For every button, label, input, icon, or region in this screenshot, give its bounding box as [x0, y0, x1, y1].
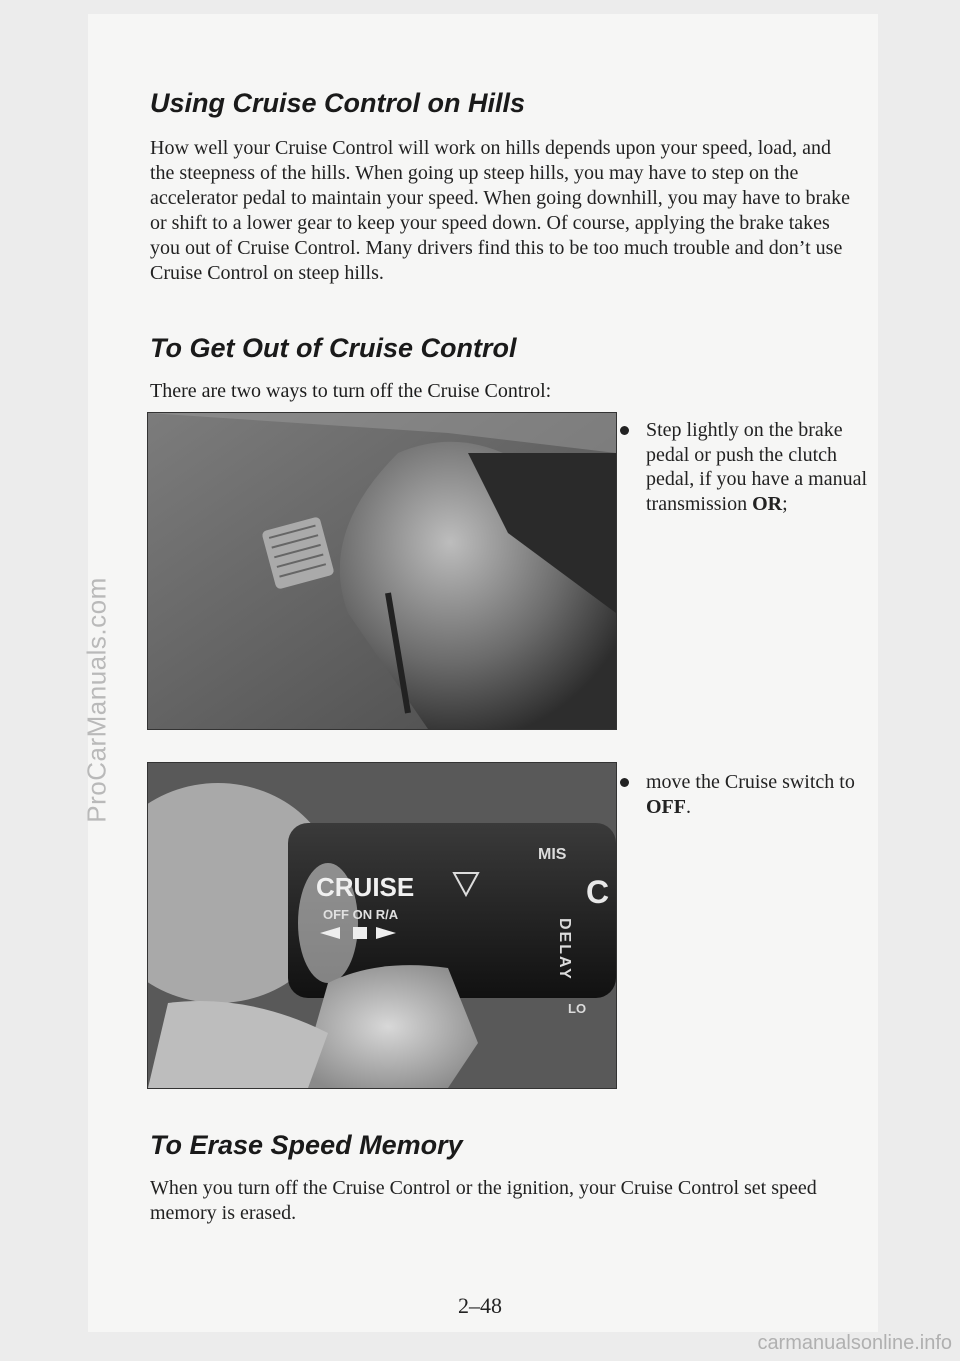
page-number: 2–48	[458, 1293, 502, 1318]
bullet-off-text	[646, 770, 870, 819]
cruise-label: CRUISE	[316, 872, 415, 902]
dial-letter: C	[586, 874, 610, 910]
heading-hills: Using Cruise Control on Hills	[150, 88, 526, 118]
photo-brake-pedal	[147, 412, 617, 730]
bullet-brake-emph: OR	[752, 492, 783, 515]
bullet-brake-body: Step lightly on the brake pedal or push the clutch pedal, if you have a manual transmission	[646, 419, 868, 515]
cruise-switch-illustration	[148, 763, 616, 1088]
intro-get-out: There are two ways to turn off the Cruise Control:	[150, 380, 552, 402]
bullet-off	[620, 770, 870, 819]
bottom-watermark: carmanualsonline.info	[757, 1332, 952, 1354]
bullet-brake-tail: ;	[782, 492, 788, 515]
bullet-off-body: move the Cruise switch to	[646, 771, 855, 793]
photo-cruise-switch	[147, 762, 617, 1089]
delay-label: DELAY	[556, 918, 573, 981]
bullet-off-emph: OFF	[646, 795, 686, 818]
side-watermark: ProCarManuals.com	[81, 577, 112, 823]
paragraph-erase: When you turn off the Cruise Control or the ignition, your Cruise Control set speed memory is erased.	[150, 1177, 817, 1224]
mis-label: MIS	[538, 846, 567, 863]
bullet-brake-text	[646, 418, 870, 516]
bullet-brake	[620, 418, 870, 516]
switch-position-labels: OFF ON R/A	[323, 907, 399, 922]
bullet-off-tail: .	[686, 795, 691, 818]
heading-get-out: To Get Out of Cruise Control	[150, 333, 517, 363]
lo-label: LO	[568, 1001, 587, 1016]
heading-erase: To Erase Speed Memory	[150, 1130, 463, 1160]
bullet-dot	[620, 426, 629, 435]
paragraph-hills: How well your Cruise Control will work on hills depends upon your speed, load, and the steepness of the hills. When going up steep hills, you may have to step on the accelerator pedal to maintain your speed. When going downhill, you may have to brake or shift to a lower gear to keep your speed down. Of course, applying the brake takes you out of Cruise Control. Many drivers find this to be too much trouble and don’t use Cruise Control on steep hills.	[150, 137, 850, 284]
bullet-dot	[620, 778, 629, 787]
brake-pedal-illustration	[148, 413, 616, 729]
